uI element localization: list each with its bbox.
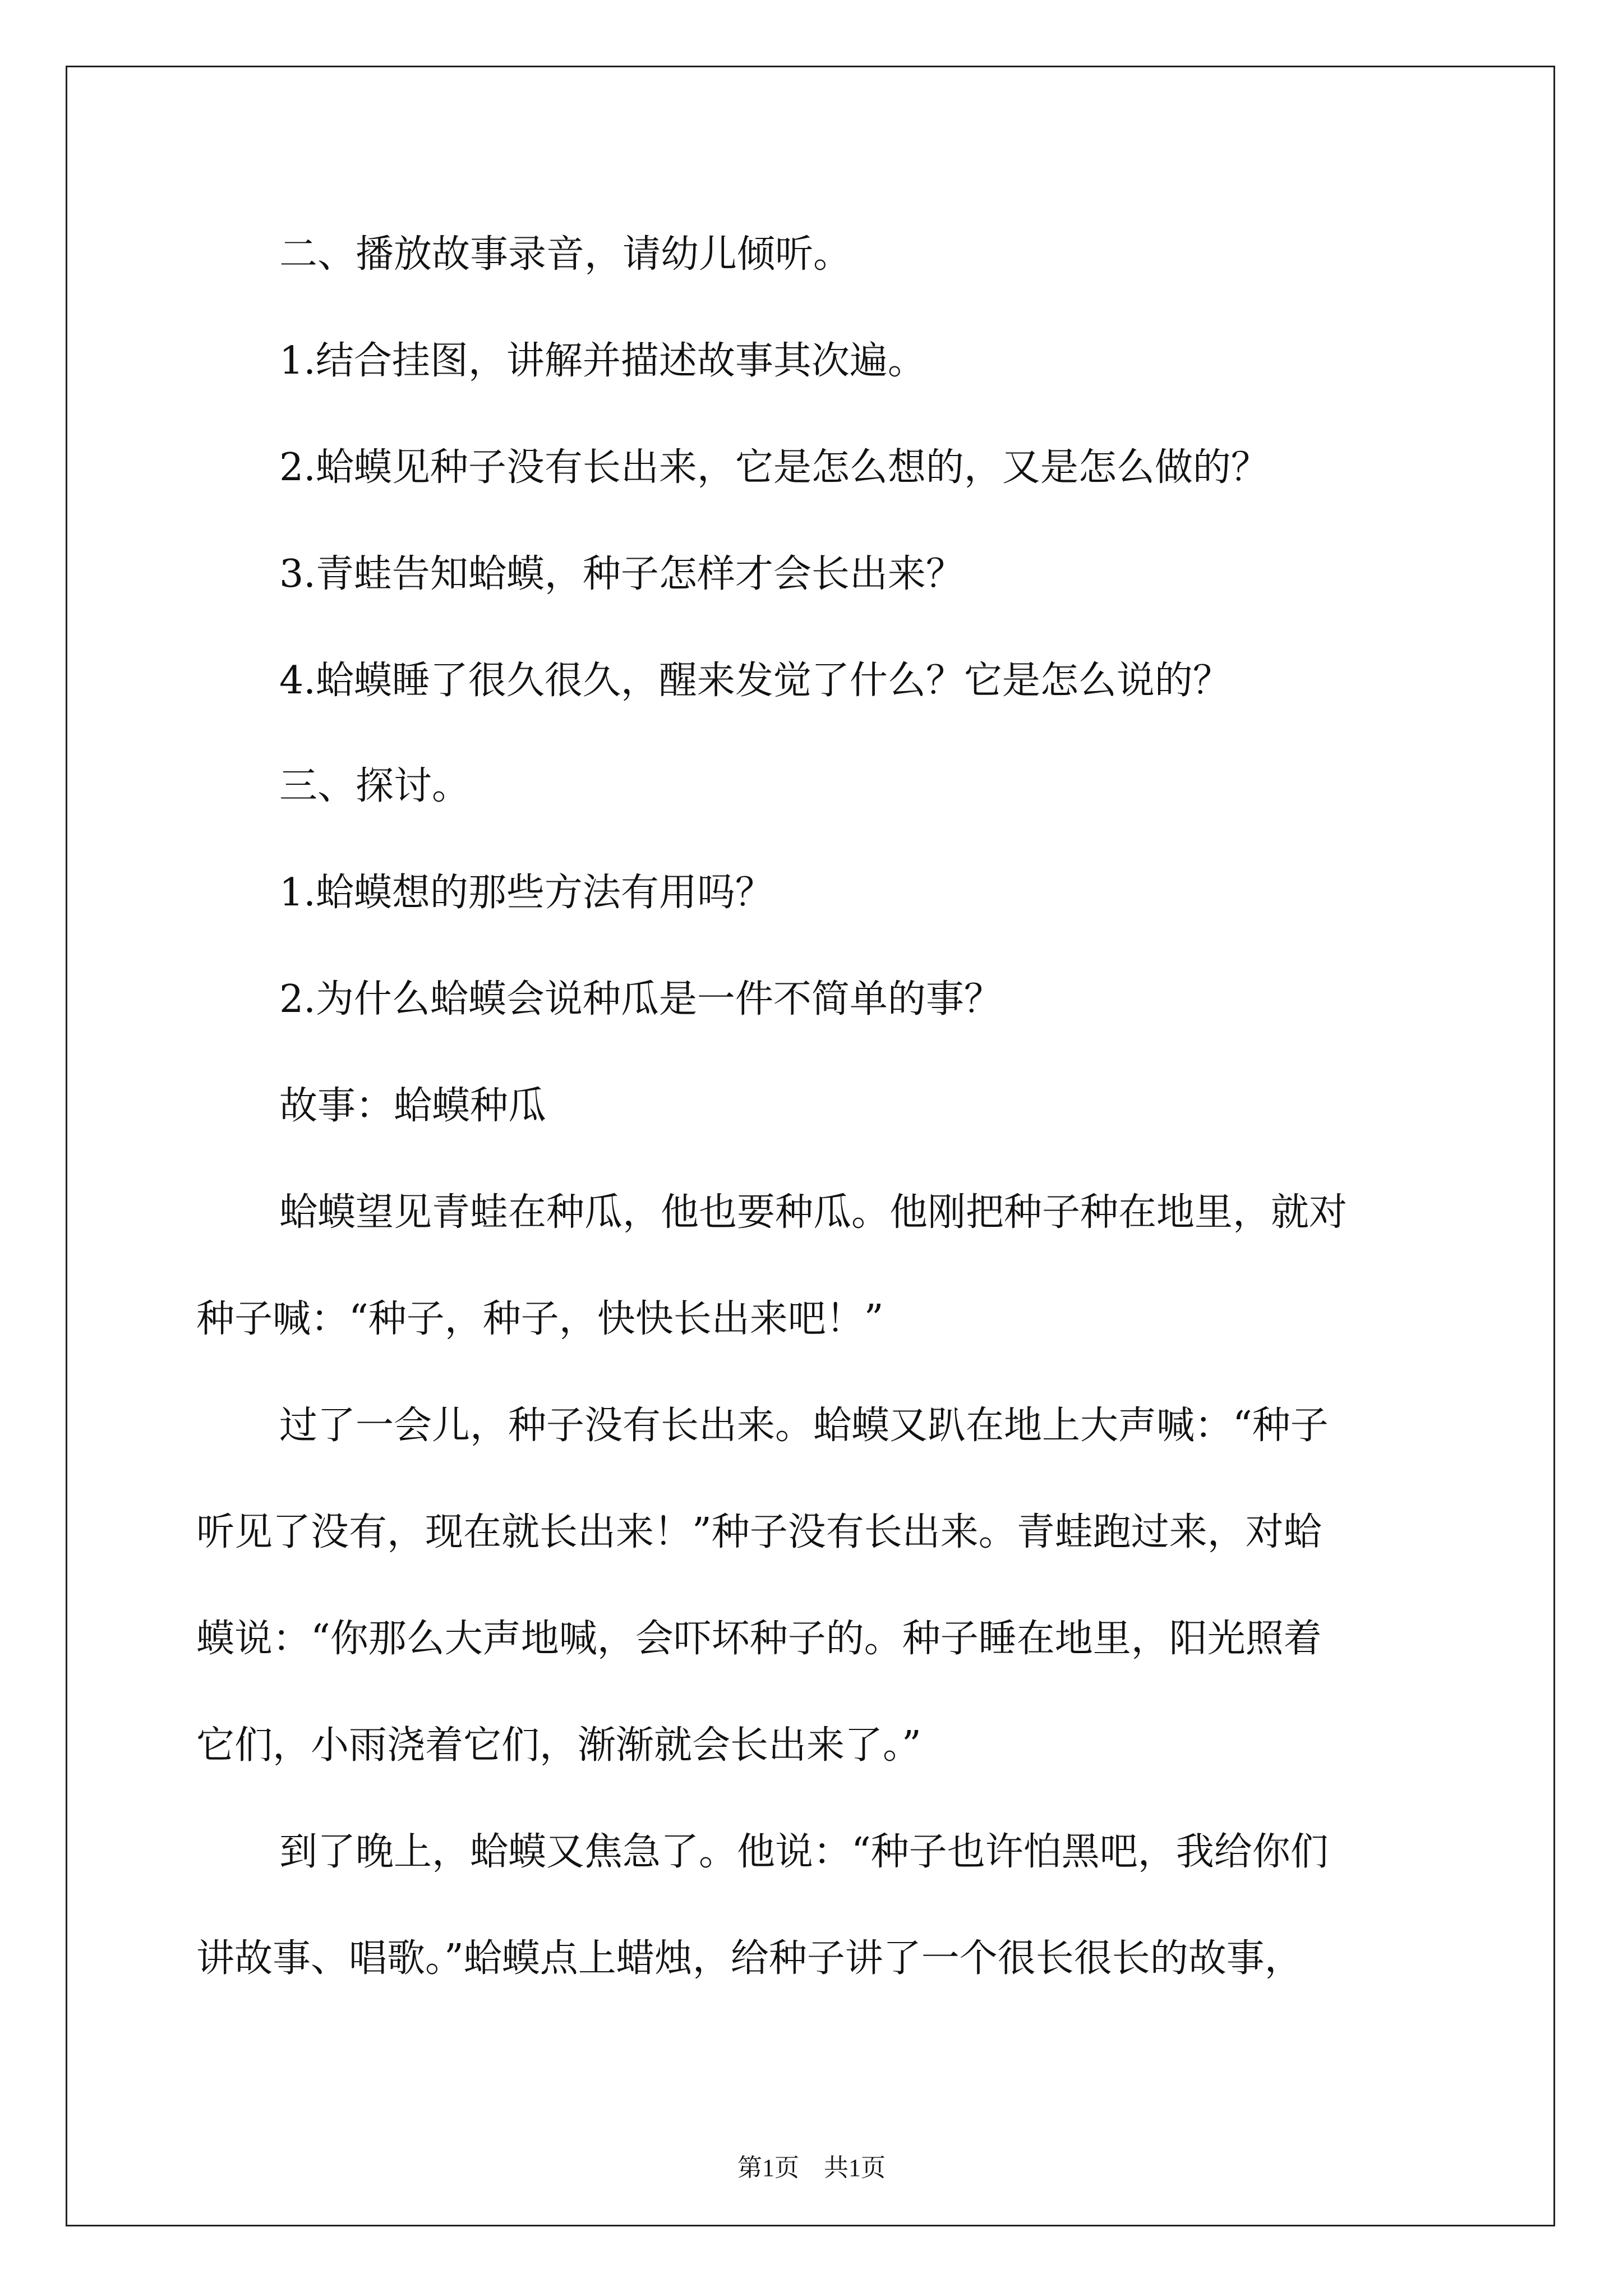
- story-paragraph-1-line-1: 蛤蟆望见青蛙在种瓜，他也要种瓜。他刚把种子种在地里，就对: [279, 1190, 1348, 1235]
- story-paragraph-2-line-2: 听见了没有，现在就长出来！”种子没有长出来。青蛙跑过来，对蛤: [196, 1510, 1322, 1554]
- story-paragraph-3-line-1: 到了晚上，蛤蟆又焦急了。他说：“种子也许怕黑吧，我给你们: [279, 1830, 1329, 1874]
- story-paragraph-2-line-4: 它们，小雨浇着它们，渐渐就会长出来了。”: [196, 1723, 921, 1768]
- page-border: [66, 66, 1555, 2226]
- list-item-2-3: 3.青蛙告知蛤蟆，种子怎样才会长出来？: [279, 552, 964, 596]
- page-footer: 第1页 共1页: [737, 2154, 886, 2182]
- section-heading-3: 三、探讨。: [279, 764, 471, 808]
- list-item-2-1: 1.结合挂图，讲解并描述故事其次遍。: [279, 339, 926, 383]
- section-heading-2: 二、播放故事录音，请幼儿倾听。: [279, 232, 852, 277]
- list-item-2-2: 2.蛤蟆见种子没有长出来，它是怎么想的，又是怎么做的？: [279, 445, 1269, 490]
- story-paragraph-1-line-2: 种子喊：“种子，种子，快快长出来吧！”: [196, 1297, 884, 1341]
- story-paragraph-3-line-2: 讲故事、唱歌。”蛤蟆点上蜡烛，给种子讲了一个很长很长的故事，: [196, 1936, 1303, 1981]
- list-item-3-2: 2.为什么蛤蟆会说种瓜是一件不简单的事？: [279, 977, 1002, 1022]
- story-title: 故事：蛤蟆种瓜: [279, 1084, 547, 1128]
- list-item-2-4: 4.蛤蟆睡了很久很久，醒来发觉了什么？它是怎么说的？: [279, 659, 1231, 703]
- list-item-3-1: 1.蛤蟆想的那些方法有用吗？: [279, 871, 773, 915]
- story-paragraph-2-line-3: 蟆说：“你那么大声地喊，会吓坏种子的。种子睡在地里，阳光照着: [196, 1617, 1322, 1661]
- story-paragraph-2-line-1: 过了一会儿，种子没有长出来。蛤蟆又趴在地上大声喊：“种子: [279, 1404, 1329, 1448]
